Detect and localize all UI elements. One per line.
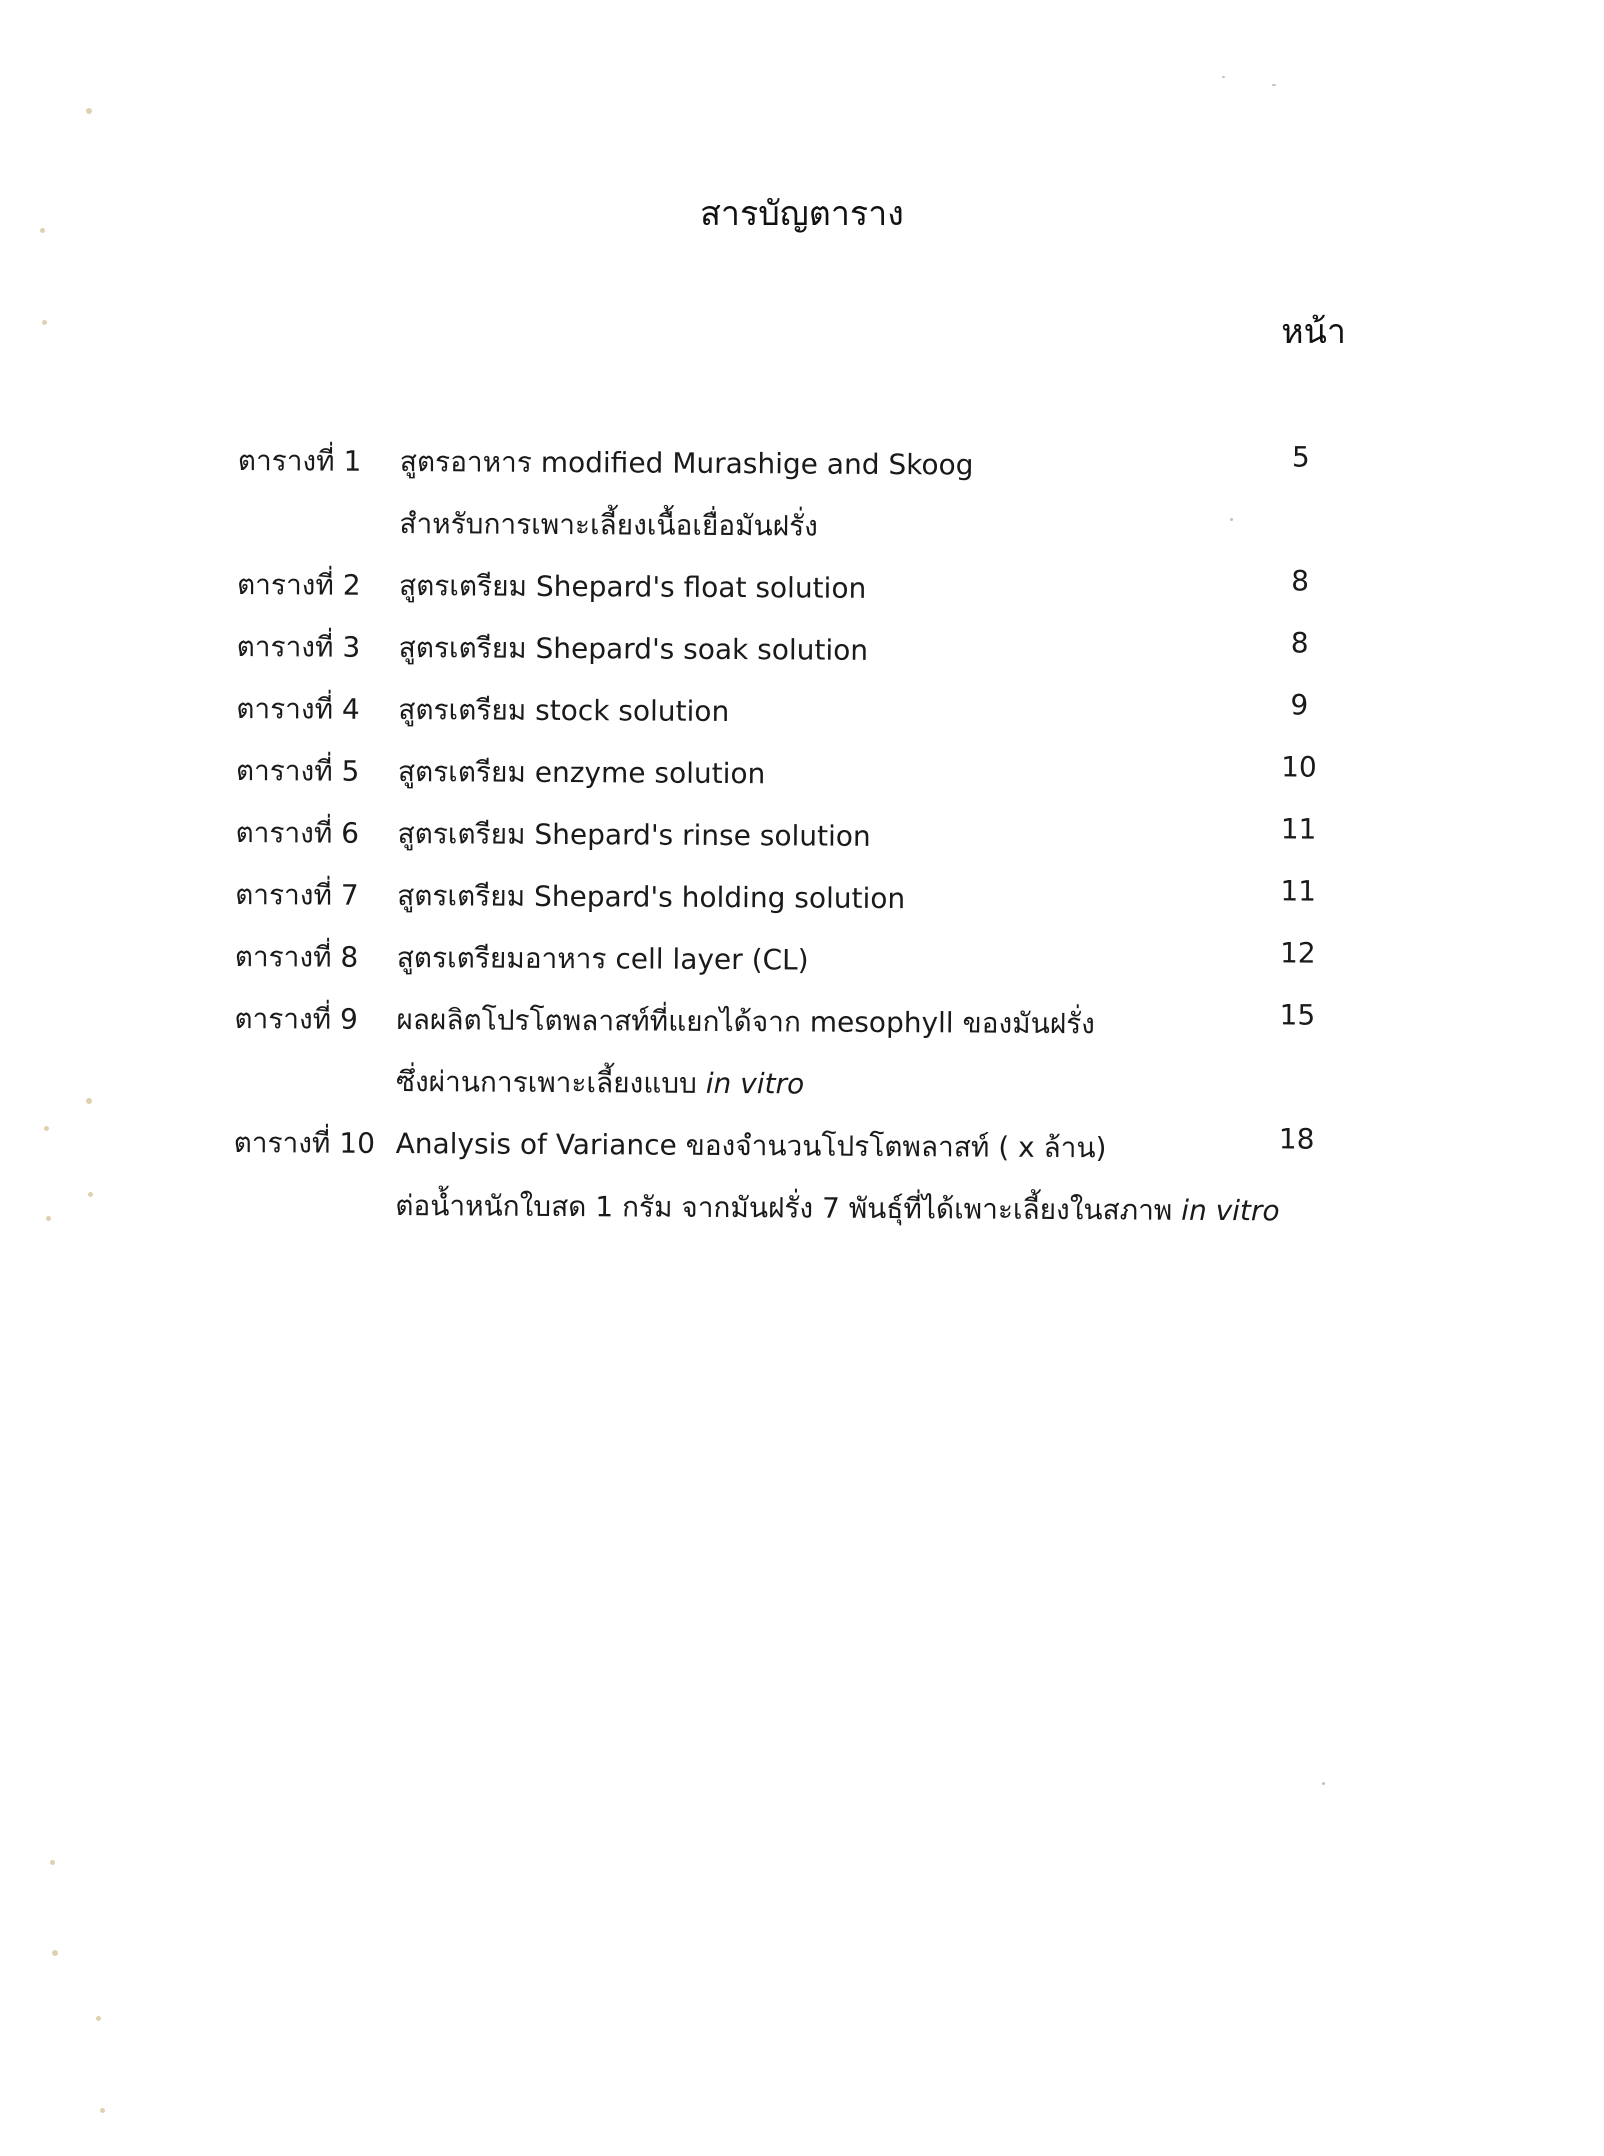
toc-entry-page: 12 <box>1279 936 1316 970</box>
toc-entry-page: 5 <box>1291 440 1310 474</box>
toc-entry-text: สูตรเตรียม Shepard's holding solution <box>397 878 906 916</box>
scan-speck <box>1222 76 1225 78</box>
scan-speck <box>52 1950 58 1956</box>
toc-entry-label: ตารางที่ 2 <box>236 567 361 602</box>
toc-entry-table-7 <box>235 864 1343 933</box>
toc-entry-continuation: ต่อน้ำหนักใบสด 1 กรัม จากมันฝรั่ง 7 พันธุ์ที่ได้เพาะเลี้ยงในสภาพ <box>395 1188 1173 1227</box>
toc-entry-page: 15 <box>1279 998 1316 1032</box>
list-of-tables <box>233 430 1346 1243</box>
scan-speck <box>46 1216 51 1221</box>
toc-entry-continuation-italic: in vitro <box>705 1066 805 1101</box>
scan-speck <box>100 2108 105 2113</box>
scan-speck <box>1322 1782 1325 1785</box>
toc-entry-table-4 <box>236 678 1344 747</box>
toc-entry-text: สูตรเตรียม stock solution <box>398 692 730 729</box>
toc-entry-text: สูตรเตรียมอาหาร cell layer (CL) <box>396 940 809 977</box>
toc-entry-text: สูตรเตรียม Shepard's float solution <box>398 568 867 605</box>
toc-entry-continuation: ซึ่งผ่านการเพาะเลี้ยงแบบ <box>395 1064 697 1100</box>
scan-speck <box>86 1098 92 1104</box>
scan-speck <box>50 1860 55 1865</box>
toc-entry-page: 8 <box>1290 626 1309 660</box>
toc-entry-label: ตารางที่ 6 <box>235 815 360 850</box>
toc-entry-label: ตารางที่ 4 <box>236 691 360 726</box>
toc-entry-label: ตารางที่ 1 <box>237 443 362 478</box>
toc-entry-page: 11 <box>1280 874 1317 908</box>
toc-entry-label: ตารางที่ 9 <box>234 1001 359 1036</box>
toc-entry-table-8 <box>235 926 1343 995</box>
scan-speck <box>1272 84 1276 86</box>
toc-entry-label: ตารางที่ 3 <box>236 629 361 664</box>
toc-entry-text: Analysis of Variance ของจำนวนโปรโตพลาสท์ ( x ล้าน) <box>395 1126 1107 1165</box>
toc-entry-text: สูตรเตรียม Shepard's rinse solution <box>397 816 871 853</box>
toc-entry-label: ตารางที่ 5 <box>235 753 360 788</box>
toc-entry-table-6 <box>235 802 1343 871</box>
toc-entry-continuation-italic: in vitro <box>1181 1193 1280 1228</box>
toc-entry-page: 10 <box>1281 750 1317 784</box>
toc-entry-label: ตารางที่ 10 <box>233 1125 376 1160</box>
toc-entry-table-3 <box>236 616 1344 685</box>
scan-speck <box>86 108 92 114</box>
toc-entry-page: 8 <box>1291 564 1310 598</box>
toc-entry-table-5 <box>236 740 1344 809</box>
scan-speck <box>42 320 47 325</box>
scan-speck <box>44 1126 49 1131</box>
toc-entry-text: สูตรอาหาร modified Murashige and Skoog <box>399 444 974 482</box>
toc-entry-label: ตารางที่ 7 <box>235 877 359 912</box>
toc-entry-page: 9 <box>1290 688 1309 722</box>
toc-entry-label: ตารางที่ 8 <box>234 939 359 974</box>
toc-entry-page: 11 <box>1280 812 1317 846</box>
toc-entry-text: ผลผลิตโปรโตพลาสท์ที่แยกได้จาก mesophyll ของมันฝรั่ง <box>396 1002 1095 1041</box>
toc-entry-continuation: สำหรับการเพาะเลี้ยงเนื้อเยื่อมันฝรั่ง <box>399 506 818 543</box>
toc-entry-text: สูตรเตรียม Shepard's soak solution <box>398 630 869 667</box>
toc-entry-table-2 <box>237 554 1345 623</box>
page-title: สารบัญตาราง <box>700 194 904 234</box>
toc-entry-table-9 <box>234 988 1343 1119</box>
toc-entry-table-10 <box>233 1112 1342 1243</box>
toc-entry-table-1 <box>237 430 1346 561</box>
page-column-header: หน้า <box>1281 312 1346 352</box>
scan-speck <box>88 1192 93 1197</box>
toc-entry-page: 18 <box>1278 1122 1315 1156</box>
scan-speck <box>96 2016 101 2021</box>
toc-entry-text: สูตรเตรียม enzyme solution <box>397 754 766 791</box>
